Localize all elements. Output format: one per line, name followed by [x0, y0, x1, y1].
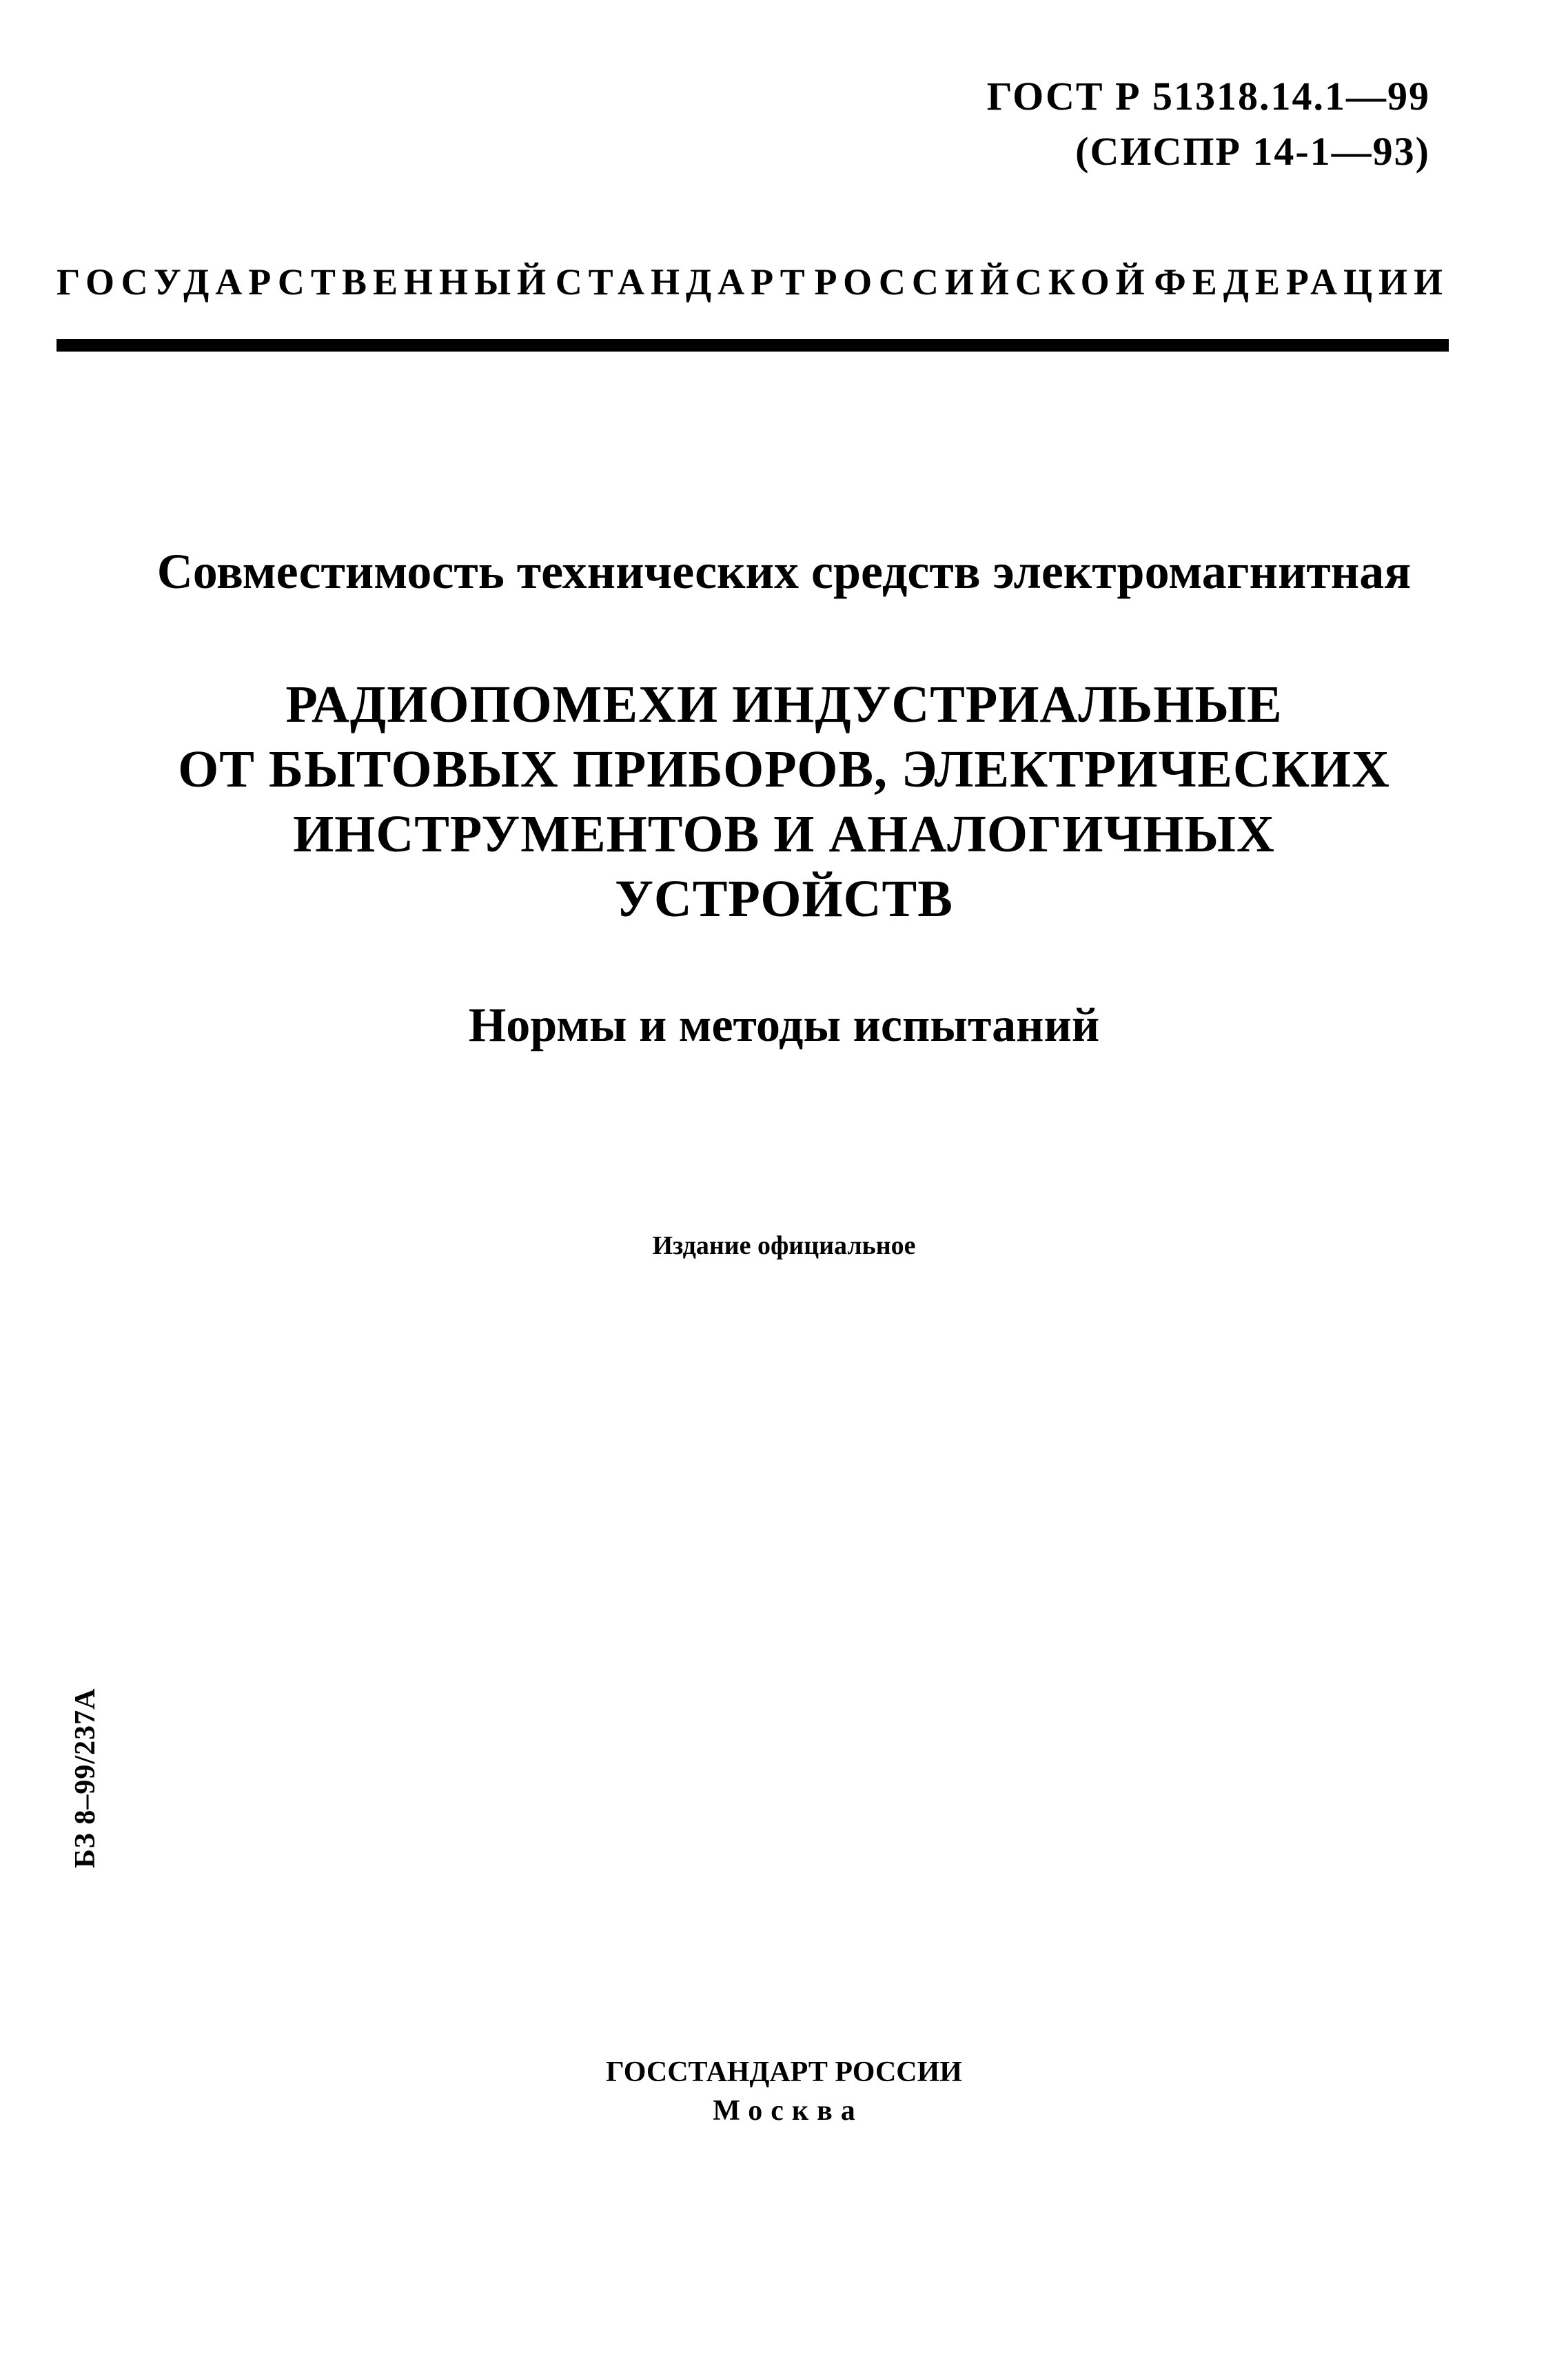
document-title — [0, 672, 1568, 931]
document-subject: Совместимость технических средств электромагнитная — [156, 544, 1412, 599]
publisher-city: Москва — [713, 2095, 864, 2127]
gost-code: ГОСТ Р 51318.14.1—99 — [986, 74, 1430, 119]
heading-divider — [57, 339, 1449, 352]
title-line: ИНСТРУМЕНТОВ И АНАЛОГИЧНЫХ — [293, 805, 1275, 863]
title-line: РАДИОПОМЕХИ ИНДУСТРИАЛЬНЫЕ — [285, 676, 1283, 733]
state-standard-word: РОССИЙСКОЙ — [814, 261, 1151, 303]
state-standard-word: СТАНДАРТ — [555, 261, 811, 303]
side-catalog-code-text: БЗ 8–99/237А — [70, 1688, 101, 1868]
document-subtitle: Нормы и методы испытаний — [468, 999, 1100, 1052]
edition-note: Издание официальное — [652, 1231, 916, 1260]
cispr-code: (СИСПР 14-1—93) — [1075, 129, 1430, 174]
publisher-block — [0, 2053, 1568, 2130]
publisher-name: ГОССТАНДАРТ РОССИИ — [606, 2056, 962, 2088]
document-codes — [987, 69, 1430, 179]
state-standard-word: ФЕДЕРАЦИИ — [1154, 261, 1449, 303]
title-line: ОТ БЫТОВЫХ ПРИБОРОВ, ЭЛЕКТРИЧЕСКИХ — [178, 740, 1390, 798]
state-standard-word: ГОСУДАРСТВЕННЫЙ — [57, 261, 553, 303]
title-line: УСТРОЙСТВ — [615, 870, 953, 928]
state-standard-heading — [57, 261, 1449, 303]
